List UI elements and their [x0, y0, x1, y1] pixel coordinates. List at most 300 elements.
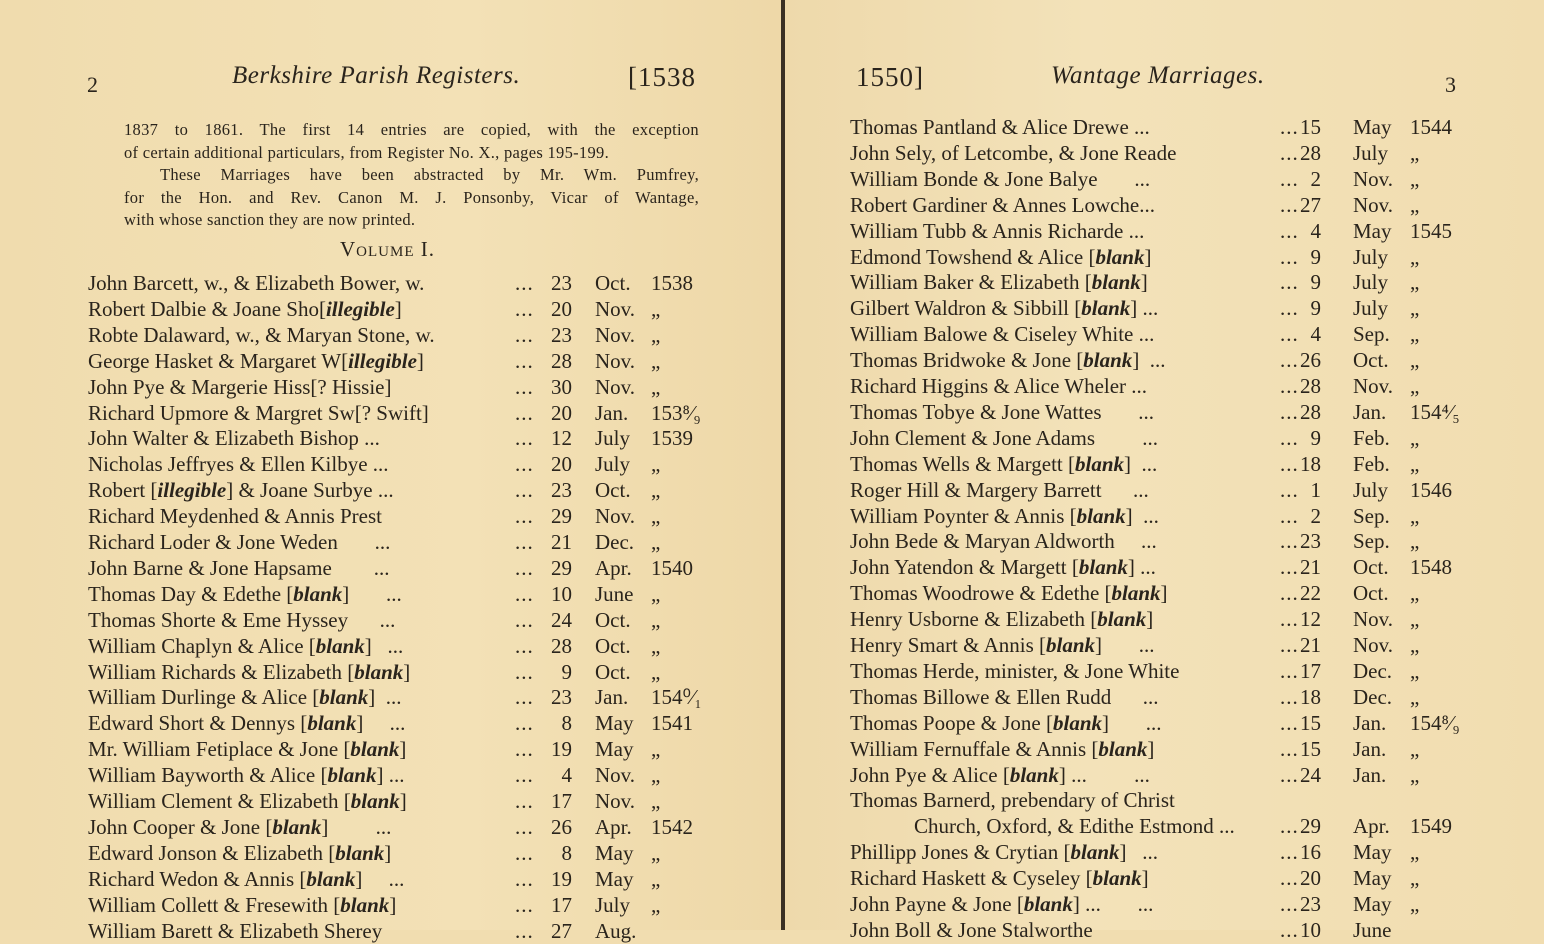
- entry-names-text: William Fernuffale & Annis [: [850, 736, 1099, 761]
- entry-day: 10: [551, 581, 572, 606]
- entry-month: Oct.: [1353, 348, 1389, 373]
- marriage-entry: [850, 503, 1490, 529]
- entry-leader-dots: ...: [515, 452, 534, 477]
- entry-month: Oct.: [595, 607, 631, 632]
- entry-editorial-note: blank: [1052, 710, 1102, 735]
- entry-year: 1548: [1410, 555, 1452, 580]
- marriage-entry: [850, 140, 1490, 166]
- entry-names-text: Phillipp Jones & Crytian [: [850, 840, 1071, 865]
- entry-leader-dots: ...: [515, 711, 534, 736]
- entry-year: „: [1410, 866, 1420, 891]
- entry-day: 2: [1310, 503, 1321, 528]
- entry-names-text: Thomas Bridwoke & Jone [: [850, 348, 1084, 373]
- entry-leader-dots: ...: [515, 322, 534, 347]
- marriage-entry: [88, 348, 728, 374]
- entry-leader-dots: ...: [515, 866, 534, 891]
- marriage-entry: [88, 400, 728, 426]
- entry-editorial-note: illegible: [157, 478, 227, 503]
- entry-editorial-note: blank: [307, 711, 357, 736]
- entry-names: [88, 684, 402, 710]
- entry-names: [850, 503, 1159, 529]
- entry-year: „: [1410, 607, 1420, 632]
- entry-names: [850, 295, 1158, 321]
- entry-names-text: Richard Upmore & Margret Sw[? Swift]: [88, 400, 429, 425]
- entry-leader-dots: ...: [1280, 633, 1299, 657]
- entry-month: Aug.: [595, 918, 637, 943]
- entry-month: July: [1353, 244, 1389, 269]
- page-number: 2: [87, 72, 98, 97]
- entry-year: „: [1410, 166, 1420, 191]
- entry-editorial-note: blank: [1092, 866, 1142, 891]
- intro-line: These Marriages have been abstracted by Mr. Wm. Pumfrey,: [160, 165, 699, 184]
- entry-editorial-note: blank: [1095, 244, 1145, 269]
- entry-leader-dots: ...: [1280, 529, 1299, 554]
- marriage-entry: [850, 710, 1490, 736]
- entry-editorial-note: blank: [1023, 892, 1073, 916]
- entry-month: Sep.: [1353, 529, 1390, 554]
- entry-day: 23: [551, 271, 572, 295]
- marriage-entry: [88, 374, 728, 400]
- entry-day: 26: [551, 814, 572, 839]
- marriage-entry: [88, 736, 728, 762]
- entry-names: [850, 736, 1154, 762]
- marriage-entry: [88, 451, 728, 477]
- entry-names: [88, 736, 406, 762]
- entry-names-text: ] ...: [376, 763, 405, 788]
- entry-leader-dots: ...: [515, 607, 534, 632]
- entry-names-text: ] ...: [1095, 633, 1155, 657]
- entry-editorial-note: blank: [335, 840, 385, 865]
- entry-year: 1541: [651, 711, 693, 736]
- entry-leader-dots: ...: [1280, 814, 1299, 839]
- entry-names-text: Robert Dalbie & Joane Sho[: [88, 296, 326, 321]
- entry-day: 29: [1300, 814, 1321, 839]
- entry-day: 28: [1300, 399, 1321, 424]
- entry-names-text: ] ...: [1125, 503, 1159, 528]
- marriage-entry: [88, 840, 728, 866]
- entry-names: [850, 891, 1153, 917]
- entry-month: Jan.: [595, 685, 629, 710]
- entry-month: May: [595, 711, 634, 736]
- entry-month: Oct.: [595, 271, 631, 295]
- entry-month: May: [1353, 892, 1392, 916]
- entry-month: May: [1353, 866, 1392, 891]
- marriage-entry: [850, 865, 1490, 891]
- entry-year: „: [651, 659, 661, 684]
- entry-month: May: [1353, 218, 1392, 243]
- entry-year: „: [1410, 374, 1420, 398]
- entry-names: [850, 528, 1157, 554]
- entry-day: 23: [1300, 529, 1321, 554]
- entry-year: „: [1410, 684, 1420, 709]
- entry-day: 10: [1300, 917, 1321, 942]
- entry-names-text: ] ...: [368, 685, 402, 710]
- entry-year: „: [651, 296, 661, 321]
- entry-names-text: ] ...: [1130, 296, 1159, 321]
- entry-year: 1539: [651, 426, 693, 451]
- entry-leader-dots: ...: [515, 918, 534, 943]
- marriage-entry: [88, 633, 728, 659]
- entry-month: July: [1353, 296, 1389, 321]
- entry-year: „: [651, 478, 661, 503]
- entry-names: [88, 814, 391, 840]
- entry-editorial-note: blank: [1045, 633, 1095, 657]
- entry-names: [88, 529, 390, 555]
- marriage-entry: [850, 839, 1490, 865]
- entry-names-text: Thomas Shorte & Eme Hyssey ...: [88, 607, 396, 632]
- entry-names-text: ] ...: [1119, 840, 1159, 865]
- entry-month: Apr.: [1353, 814, 1390, 839]
- entry-names-text: ]: [1147, 736, 1155, 761]
- entry-day: 21: [1300, 555, 1321, 580]
- entry-names: [88, 451, 389, 477]
- entry-leader-dots: ...: [515, 659, 534, 684]
- entry-year: „: [1410, 736, 1420, 761]
- entry-names-text: ]: [1160, 581, 1168, 606]
- marriage-entry: [850, 347, 1490, 373]
- entry-month: Jan.: [1353, 736, 1387, 761]
- entry-day: 22: [1300, 581, 1321, 606]
- entry-month: Nov.: [595, 374, 636, 399]
- entry-month: May: [595, 737, 634, 762]
- marriage-entry: [88, 710, 728, 736]
- entry-editorial-note: blank: [306, 866, 356, 891]
- entry-leader-dots: ...: [1280, 658, 1299, 683]
- entry-names-text: John Walter & Elizabeth Bishop ...: [88, 426, 380, 451]
- entry-editorial-note: blank: [1076, 503, 1126, 528]
- entry-year: 1546: [1410, 477, 1452, 502]
- entry-leader-dots: ...: [1280, 270, 1299, 295]
- entry-names-text: William Collett & Fresewith [: [88, 892, 341, 917]
- entry-leader-dots: ...: [515, 581, 534, 606]
- entry-leader-dots: ...: [1280, 917, 1299, 942]
- entry-names: [88, 762, 404, 788]
- entry-editorial-note: blank: [1078, 555, 1128, 580]
- marriage-entry: [850, 736, 1490, 762]
- entry-leader-dots: ...: [515, 685, 534, 710]
- entry-year: „: [651, 581, 661, 606]
- entry-month: Oct.: [1353, 555, 1389, 580]
- entry-names-text: ] ...: [1124, 451, 1158, 476]
- entry-leader-dots: ...: [1280, 555, 1299, 580]
- entry-names-text: ]: [416, 348, 424, 373]
- intro-note: [124, 119, 699, 232]
- entry-names: [88, 296, 402, 322]
- marriage-entry: [850, 218, 1490, 244]
- entry-names: [850, 192, 1155, 218]
- entry-names-text: ] ...: [1127, 555, 1156, 580]
- entry-names: [850, 373, 1147, 399]
- entry-names-text: ] ... ...: [1058, 762, 1150, 787]
- entry-names: [850, 787, 1175, 813]
- entry-names: [850, 658, 1179, 684]
- entry-day: 17: [1300, 658, 1321, 683]
- entry-month: Jan.: [1353, 399, 1387, 424]
- entry-names: [88, 866, 404, 892]
- entry-names-text: ]: [403, 659, 411, 684]
- entry-year: „: [1410, 658, 1420, 683]
- marriage-entry: [850, 451, 1490, 477]
- entry-year: „: [1410, 192, 1420, 217]
- entry-names-text: Thomas Pantland & Alice Drewe ...: [850, 115, 1150, 139]
- entry-year: „: [651, 866, 661, 891]
- marriage-entry: [88, 866, 728, 892]
- entry-editorial-note: blank: [319, 685, 369, 710]
- marriage-entry: [88, 555, 728, 581]
- marriage-entry: [88, 581, 728, 607]
- entry-names-text: ]: [384, 840, 392, 865]
- entry-names: [914, 813, 1235, 839]
- entry-names: [850, 399, 1154, 425]
- entry-month: Feb.: [1353, 451, 1390, 476]
- marriage-entry: [850, 787, 1490, 813]
- entry-names-text: John Bede & Maryan Aldworth ...: [850, 529, 1157, 554]
- entry-editorial-note: blank: [340, 892, 390, 917]
- entry-month: Nov.: [595, 763, 636, 788]
- entry-names: [850, 347, 1166, 373]
- marriage-entry: [850, 632, 1490, 658]
- right-page: [785, 0, 1544, 942]
- entry-day: 9: [561, 659, 572, 684]
- entry-leader-dots: ...: [1280, 451, 1299, 476]
- year-bracket: [1538: [628, 62, 696, 92]
- entry-names-text: Edward Short & Dennys [: [88, 711, 308, 736]
- entry-names: [850, 684, 1159, 710]
- entry-day: 20: [1300, 866, 1321, 891]
- entry-names-text: William Clement & Elizabeth [: [88, 789, 351, 813]
- marriage-entry: [88, 322, 728, 348]
- entry-month: July: [1353, 140, 1389, 165]
- entry-month: June: [595, 581, 634, 606]
- marriage-entry: [850, 762, 1490, 788]
- entry-day: 16: [1300, 840, 1321, 865]
- entry-day: 23: [551, 478, 572, 503]
- entry-names-text: George Hasket & Margaret W[: [88, 348, 349, 373]
- entry-day: 21: [1300, 633, 1321, 657]
- entry-year: „: [1410, 140, 1420, 165]
- entry-leader-dots: ...: [515, 296, 534, 321]
- entry-year: „: [1410, 529, 1420, 554]
- entry-names: [88, 400, 429, 426]
- entry-names-text: ]: [389, 892, 397, 917]
- marriage-entry: [88, 296, 728, 322]
- entry-year: „: [651, 737, 661, 762]
- entry-names: [850, 269, 1148, 295]
- entry-names: [850, 917, 1093, 943]
- marriage-entry: [850, 917, 1490, 943]
- entry-names-text: ]: [394, 296, 402, 321]
- entry-month: Nov.: [1353, 374, 1394, 398]
- entry-names: [88, 918, 382, 944]
- entry-day: 24: [551, 607, 572, 632]
- entry-month: Jan.: [595, 400, 629, 425]
- entry-month: Feb.: [1353, 425, 1390, 450]
- entry-month: Nov.: [595, 322, 636, 347]
- entry-names-text: John Barne & Jone Hapsame ...: [88, 555, 390, 580]
- entry-year: „: [651, 607, 661, 632]
- entry-day: 15: [1300, 736, 1321, 761]
- year-bracket: 1550]: [856, 62, 924, 92]
- entry-names-text: Richard Wedon & Annis [: [88, 866, 307, 891]
- marriage-entry: [850, 295, 1490, 321]
- entry-year: „: [651, 892, 661, 917]
- entry-month: May: [1353, 115, 1392, 139]
- entry-day: 20: [551, 400, 572, 425]
- entry-names: [850, 580, 1168, 606]
- entry-day: 30: [551, 374, 572, 399]
- entry-leader-dots: ...: [1280, 425, 1299, 450]
- entry-day: 28: [551, 348, 572, 373]
- entry-year: „: [651, 763, 661, 788]
- entry-names-text: John Payne & Jone [: [850, 892, 1024, 916]
- entry-day: 9: [1310, 244, 1321, 269]
- entry-day: 15: [1300, 710, 1321, 735]
- entry-day: 18: [1300, 684, 1321, 709]
- entry-leader-dots: ...: [515, 789, 534, 813]
- entry-names: [88, 710, 405, 736]
- entry-names-text: William Barett & Elizabeth Sherey: [88, 918, 383, 943]
- entry-day: 8: [561, 840, 572, 865]
- entry-names: [88, 348, 424, 374]
- entry-leader-dots: ...: [515, 426, 534, 451]
- entry-names-text: ] & Joane Surbye ...: [226, 478, 394, 503]
- entry-names-text: ] ...: [356, 711, 406, 736]
- entry-names-text: ] ...: [321, 814, 392, 839]
- entry-leader-dots: ...: [1280, 374, 1299, 398]
- entry-names-text: Thomas Poope & Jone [: [850, 710, 1053, 735]
- entry-leader-dots: ...: [515, 737, 534, 762]
- entry-year: „: [1410, 633, 1420, 657]
- entry-leader-dots: ...: [1280, 192, 1299, 217]
- entry-day: 19: [551, 737, 572, 762]
- entry-month: Oct.: [595, 478, 631, 503]
- entry-year: „: [651, 322, 661, 347]
- intro-line: for the Hon. and Rev. Canon M. J. Ponsonby, Vicar of Wantage,: [124, 187, 699, 207]
- entry-year: „: [651, 348, 661, 373]
- entry-month: July: [1353, 270, 1389, 295]
- entry-leader-dots: ...: [515, 374, 534, 399]
- entry-year: „: [1410, 762, 1420, 787]
- entry-names-text: Thomas Herde, minister, & Jone White: [850, 658, 1180, 683]
- entry-names-text: Thomas Billowe & Ellen Rudd ...: [850, 684, 1159, 709]
- marriage-entry: [850, 580, 1490, 606]
- intro-line: with whose sanction they are now printed.: [124, 210, 416, 229]
- entry-month: July: [595, 892, 631, 917]
- page-number: 3: [1445, 72, 1456, 97]
- entry-month: Dec.: [595, 530, 635, 554]
- entry-names-text: Richard Meydenhed & Annis Prest: [88, 504, 382, 529]
- entry-leader-dots: ...: [1280, 477, 1299, 502]
- entry-month: Apr.: [595, 814, 632, 839]
- entry-month: June: [1353, 917, 1392, 942]
- entry-names-text: Edward Jonson & Elizabeth [: [88, 840, 336, 865]
- entry-names: [850, 321, 1154, 347]
- entry-leader-dots: ...: [1280, 762, 1299, 787]
- entry-month: Nov.: [595, 296, 636, 321]
- entry-day: 9: [1310, 270, 1321, 295]
- entry-day: 19: [551, 866, 572, 891]
- entry-leader-dots: ...: [1280, 166, 1299, 191]
- marriage-entry: [88, 892, 728, 918]
- entry-names: [850, 477, 1149, 503]
- marriage-entry: [850, 528, 1490, 554]
- entry-day: 28: [1300, 374, 1321, 398]
- entry-month: July: [595, 426, 631, 451]
- entry-editorial-note: blank: [1009, 762, 1059, 787]
- entry-year: 154⁸⁄₉: [1410, 710, 1460, 735]
- entry-day: 20: [551, 452, 572, 477]
- intro-line: of certain additional particulars, from Register No. X., pages 195-199.: [124, 142, 609, 162]
- entry-day: 2: [1310, 166, 1321, 191]
- entry-day: 26: [1300, 348, 1321, 373]
- entry-names-text: Thomas Woodrowe & Edethe [: [850, 581, 1112, 606]
- entry-names-text: Roger Hill & Margery Barrett ...: [850, 477, 1149, 502]
- entry-names-text: William Balowe & Ciseley White ...: [850, 322, 1155, 347]
- entry-leader-dots: ...: [1280, 244, 1299, 269]
- marriage-entry: [850, 192, 1490, 218]
- entry-month: Oct.: [595, 659, 631, 684]
- entry-day: 4: [1310, 218, 1321, 243]
- entry-month: Sep.: [1353, 322, 1390, 347]
- entry-month: July: [595, 452, 631, 477]
- marriage-entry: [88, 425, 728, 451]
- intro-line: 1837 to 1861. The first 14 entries are copied, with the exception: [124, 120, 699, 139]
- entry-names-text: William Poynter & Annis [: [850, 503, 1077, 528]
- entry-names-text: Thomas Tobye & Jone Wattes ...: [850, 399, 1155, 424]
- entry-month: Dec.: [1353, 658, 1393, 683]
- entry-month: Nov.: [595, 348, 636, 373]
- entry-names-text: John Clement & Jone Adams ...: [850, 425, 1158, 450]
- entry-leader-dots: ...: [1280, 581, 1299, 606]
- marriage-entry: [850, 321, 1490, 347]
- entry-month: Nov.: [1353, 633, 1394, 657]
- marriage-entry: [88, 762, 728, 788]
- entry-leader-dots: ...: [1280, 684, 1299, 709]
- entry-month: Nov.: [1353, 166, 1394, 191]
- entry-month: Oct.: [595, 633, 631, 658]
- entry-day: 28: [551, 633, 572, 658]
- entry-editorial-note: blank: [327, 763, 377, 788]
- entry-day: 21: [551, 530, 572, 554]
- entry-year: 154⁴⁄₅: [1410, 399, 1460, 424]
- entry-names-text: ] ... ...: [1072, 892, 1154, 916]
- entry-year: „: [651, 504, 661, 529]
- entry-month: May: [595, 840, 634, 865]
- entry-names: [88, 503, 382, 529]
- entry-editorial-note: blank: [1091, 270, 1141, 295]
- entry-names-text: Gilbert Waldron & Sibbill [: [850, 296, 1082, 321]
- entry-day: 23: [551, 685, 572, 710]
- entry-leader-dots: ...: [515, 892, 534, 917]
- entry-names: [850, 114, 1150, 140]
- entry-year: „: [651, 840, 661, 865]
- marriage-entry: [850, 166, 1490, 192]
- entry-month: May: [1353, 840, 1392, 865]
- entry-year: 1545: [1410, 218, 1452, 243]
- entry-names-text: ] ...: [1102, 710, 1162, 735]
- entry-editorial-note: blank: [315, 633, 365, 658]
- entry-day: 23: [1300, 892, 1321, 916]
- entry-editorial-note: illegible: [348, 348, 417, 373]
- marriage-entry: [850, 554, 1490, 580]
- entry-names: [850, 632, 1155, 658]
- entry-names-text: John Pye & Alice [: [850, 762, 1010, 787]
- marriage-entry: [88, 270, 728, 296]
- entry-leader-dots: ...: [1280, 348, 1299, 373]
- entry-year: „: [1410, 244, 1420, 269]
- entry-year: 1549: [1410, 814, 1452, 839]
- entry-names-text: ] ...: [1132, 348, 1166, 373]
